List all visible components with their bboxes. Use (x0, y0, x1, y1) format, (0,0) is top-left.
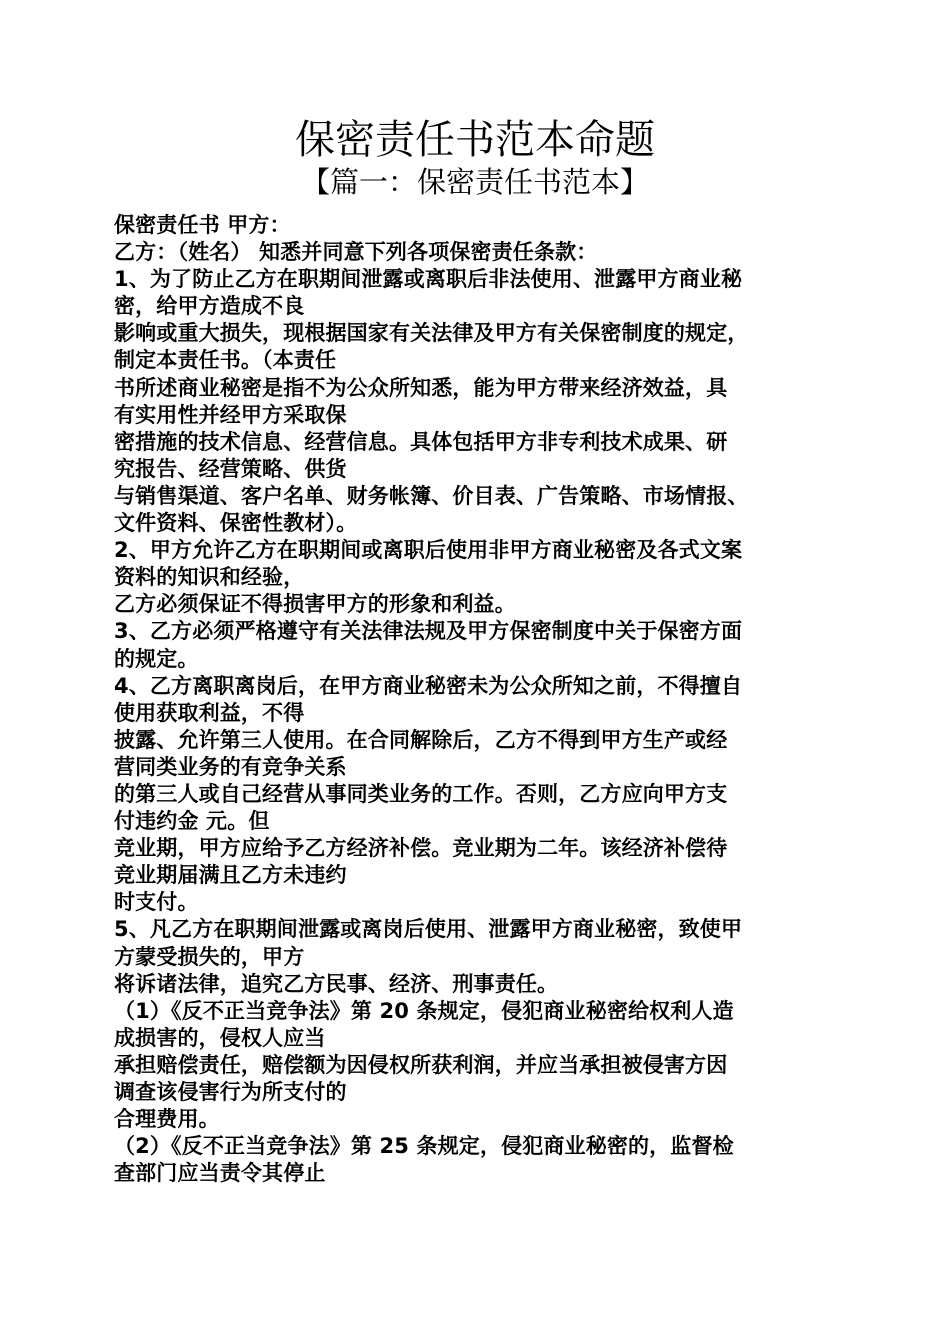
body-line: 1、为了防止乙方在职期间泄露或离职后非法使用、泄露甲方商业秘 (114, 267, 743, 292)
body-line: 方蒙受损失的，甲方 (114, 944, 305, 969)
body-line: 付违约金 元。但 (114, 809, 270, 834)
body-line: 影响或重大损失，现根据国家有关法律及甲方有关保密制度的规定， (114, 321, 749, 346)
body-line: 查部门应当责令其停止 (114, 1161, 326, 1186)
body-line: 2、甲方允许乙方在职期间或离职后使用非甲方商业秘密及各式文案 (114, 538, 743, 563)
body-line: 文件资料、保密性教材）。 (114, 511, 358, 536)
body-line: 承担赔偿责任，赔偿额为因侵权所获利润，并应当承担被侵害方因 (114, 1052, 728, 1077)
document-body (114, 212, 844, 1187)
body-line: 密措施的技术信息、经营信息。具体包括甲方非专利技术成果、研 (114, 429, 728, 454)
body-line: 资料的知识和经验， (114, 565, 305, 590)
body-line: （2）《反不正当竞争法》第 25 条规定，侵犯商业秘密的，监督检 (114, 1134, 734, 1159)
body-line: 调查该侵害行为所支付的 (114, 1080, 347, 1104)
body-line: 有实用性并经甲方采取保 (114, 402, 347, 427)
body-line: 披露、允许第三人使用。在合同解除后，乙方不得到甲方生产或经 (114, 727, 728, 752)
body-line: 究报告、经营策略、供货 (114, 456, 347, 481)
body-line: 合理费用。 (114, 1107, 220, 1132)
document-title: 保密责任书范本命题 (295, 117, 655, 163)
body-line: 书所述商业秘密是指不为公众所知悉，能为甲方带来经济效益，具 (114, 375, 728, 400)
body-line: 制定本责任书。（本责任 (114, 348, 337, 373)
document-subtitle: 【篇一：保密责任书范本】 (300, 165, 649, 199)
body-line: 使用获取利益，不得 (114, 700, 305, 725)
body-line: 与销售渠道、客户名单、财务帐簿、价目表、广告策略、市场情报、 (114, 483, 749, 508)
body-line: 5、凡乙方在职期间泄露或离岗后使用、泄露甲方商业秘密，致使甲 (114, 917, 743, 942)
body-line: 4、乙方离职离岗后，在甲方商业秘密未为公众所知之前，不得擅自 (114, 673, 743, 698)
body-line: 乙方必须保证不得损害甲方的形象和利益。 (114, 592, 516, 617)
body-line: 成损害的，侵权人应当 (114, 1025, 326, 1050)
body-line: 保密责任书 甲方： (114, 213, 291, 237)
body-line: 将诉诸法律，追究乙方民事、经济、刑事责任。 (114, 971, 559, 996)
body-line: 的规定。 (114, 646, 199, 671)
body-line: 时支付。 (114, 890, 199, 915)
body-line: （1）《反不正当竞争法》第 20 条规定，侵犯商业秘密给权利人造 (114, 998, 734, 1023)
body-line: 3、乙方必须严格遵守有关法律法规及甲方保密制度中关于保密方面 (114, 619, 743, 644)
body-line: 密，给甲方造成不良 (114, 294, 305, 319)
body-line: 营同类业务的有竞争关系 (114, 754, 347, 779)
body-line: 竞业期届满且乙方未违约 (114, 863, 347, 888)
body-line: 竞业期，甲方应给予乙方经济补偿。竞业期为二年。该经济补偿待 (114, 836, 728, 861)
body-line: 的第三人或自己经营从事同类业务的工作。否则，乙方应向甲方支 (114, 781, 728, 806)
body-line: 乙方：（姓名） 知悉并同意下列各项保密责任条款： (114, 240, 598, 265)
